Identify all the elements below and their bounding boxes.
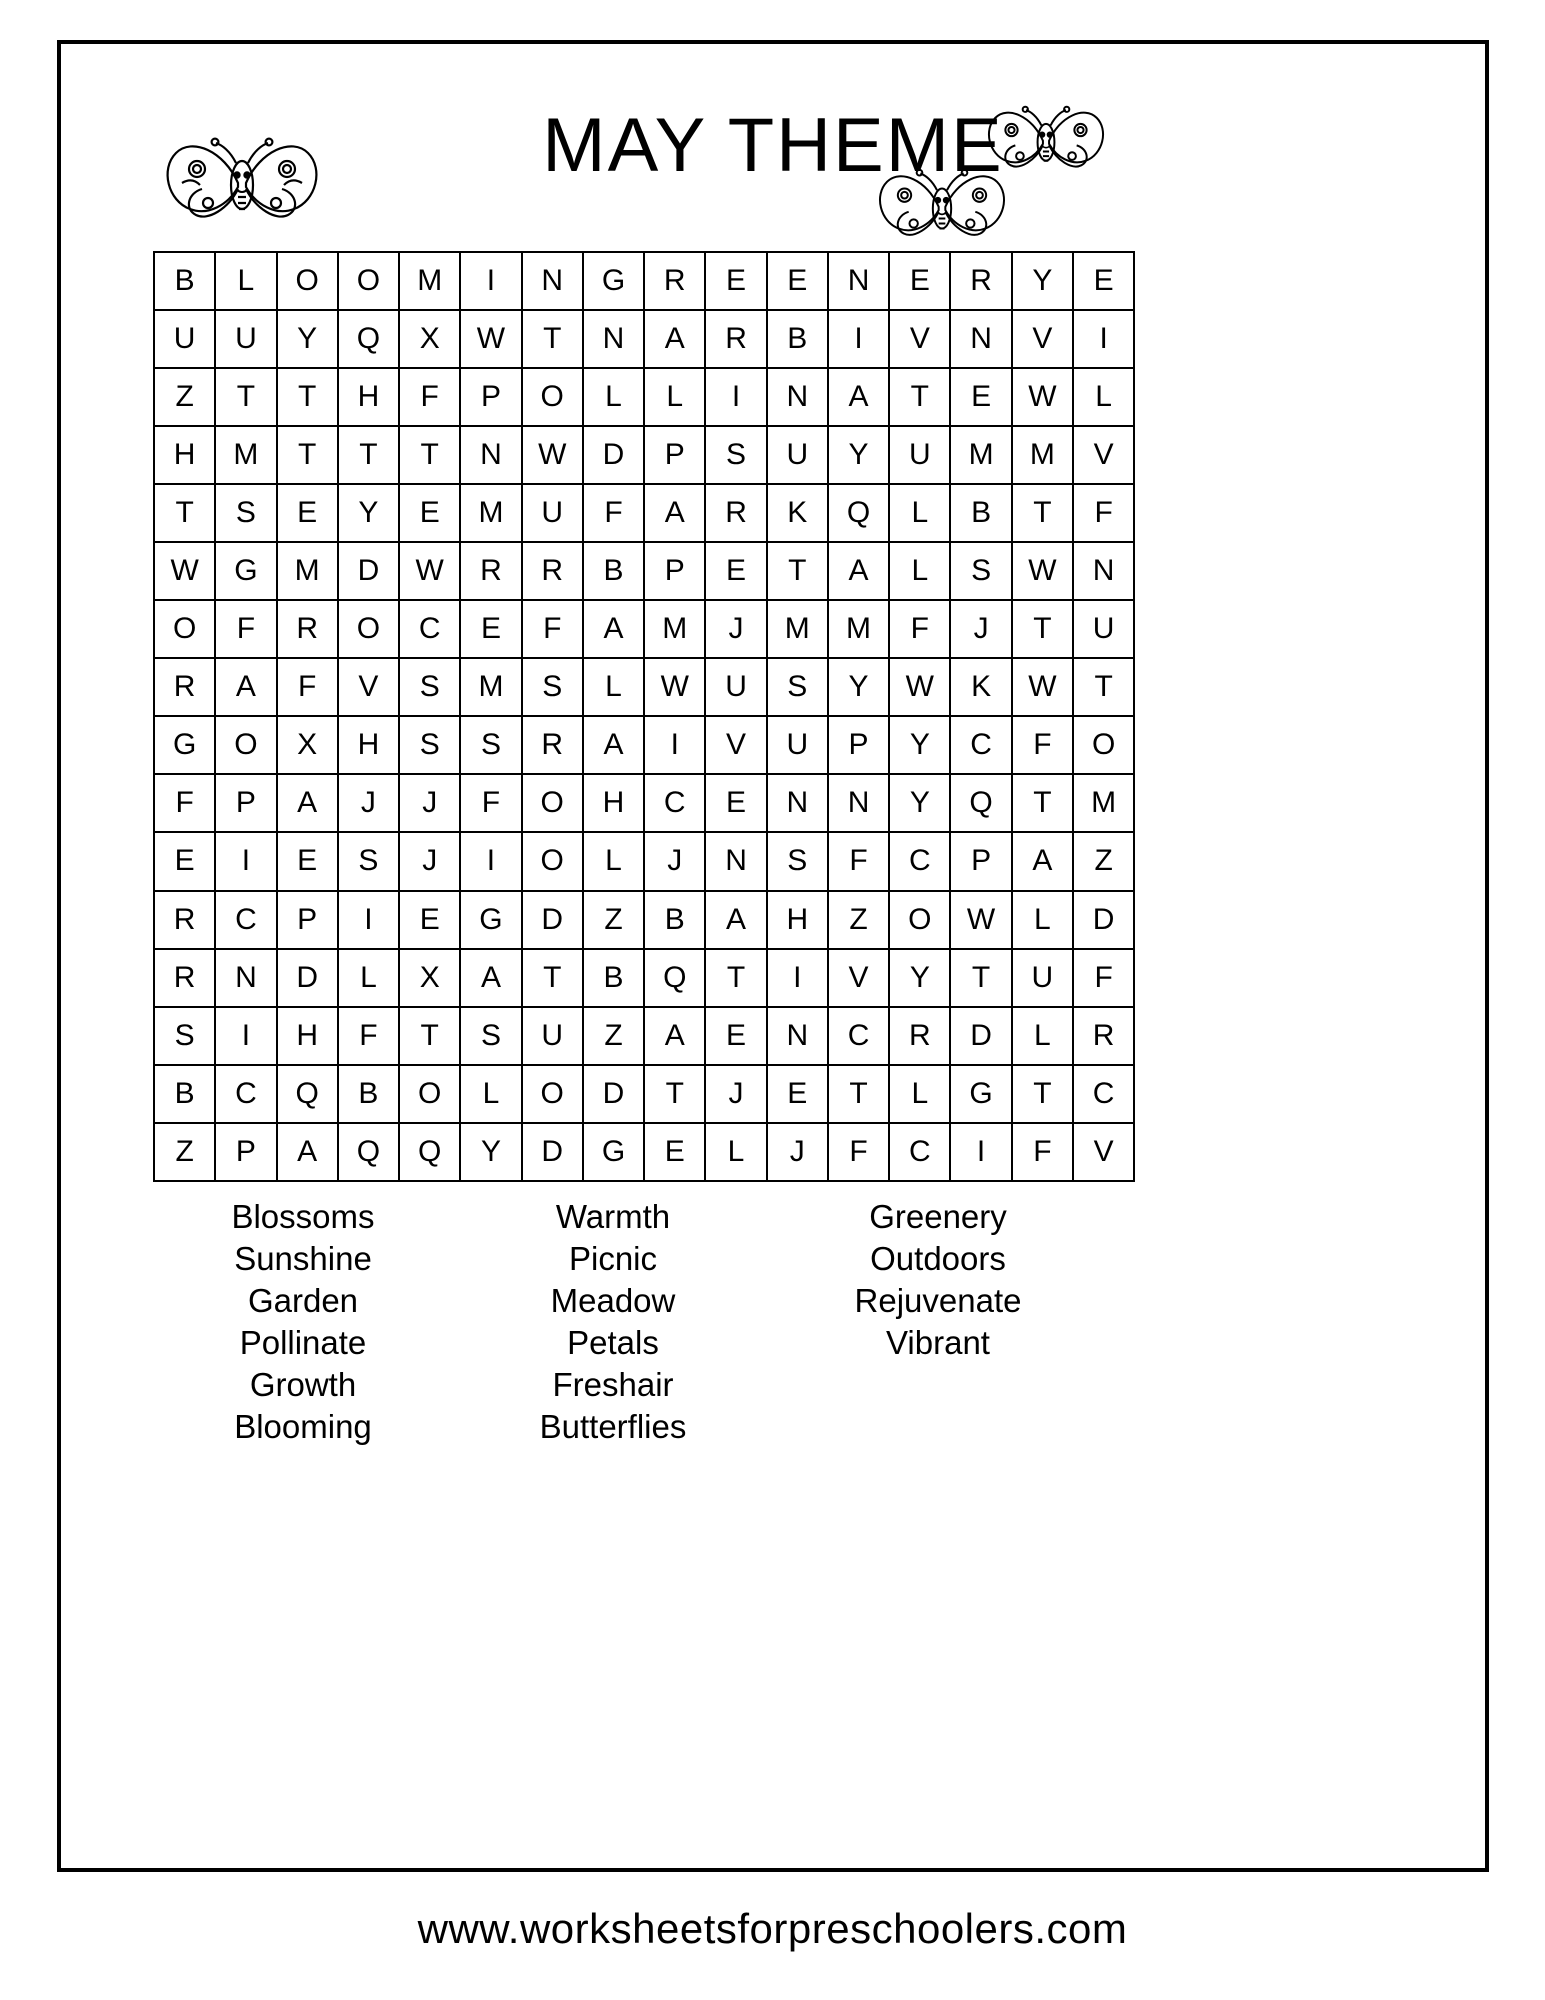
grid-cell[interactable]: V [338, 658, 399, 716]
grid-cell[interactable]: A [644, 310, 705, 368]
grid-cell[interactable]: B [154, 1065, 215, 1123]
grid-cell[interactable]: L [705, 1123, 766, 1181]
grid-cell[interactable]: G [154, 716, 215, 774]
grid-cell[interactable]: T [154, 484, 215, 542]
grid-cell[interactable]: C [950, 716, 1011, 774]
grid-cell[interactable]: U [705, 658, 766, 716]
grid-cell[interactable]: S [215, 484, 276, 542]
grid-cell[interactable]: S [460, 716, 521, 774]
grid-cell[interactable]: T [277, 368, 338, 426]
grid-cell[interactable]: C [215, 891, 276, 949]
grid-cell[interactable]: R [644, 252, 705, 310]
grid-cell[interactable]: P [460, 368, 521, 426]
word-list-item: Blossoms [231, 1198, 375, 1235]
grid-cell[interactable]: T [644, 1065, 705, 1123]
grid-cell[interactable]: R [1073, 1007, 1134, 1065]
grid-cell[interactable]: U [889, 426, 950, 484]
grid-cell[interactable]: I [644, 716, 705, 774]
grid-cell[interactable]: G [950, 1065, 1011, 1123]
grid-cell[interactable]: H [583, 774, 644, 832]
grid-cell[interactable]: Q [950, 774, 1011, 832]
grid-cell[interactable]: F [522, 600, 583, 658]
grid-cell[interactable]: F [338, 1007, 399, 1065]
word-list-item: Rejuvenate [854, 1282, 1022, 1319]
grid-cell[interactable]: L [338, 949, 399, 1007]
grid-cell[interactable]: N [705, 832, 766, 890]
grid-cell[interactable]: L [1073, 368, 1134, 426]
grid-cell[interactable]: N [950, 310, 1011, 368]
grid-cell[interactable]: I [705, 368, 766, 426]
grid-cell[interactable]: H [338, 716, 399, 774]
page-title: MAY THEME [542, 103, 1004, 188]
grid-cell[interactable]: H [767, 891, 828, 949]
grid-cell[interactable]: U [522, 1007, 583, 1065]
grid-cell[interactable]: Z [828, 891, 889, 949]
grid-cell[interactable]: A [644, 484, 705, 542]
grid-cell[interactable]: T [522, 949, 583, 1007]
grid-cell[interactable]: E [705, 542, 766, 600]
grid-cell[interactable]: I [215, 832, 276, 890]
grid-cell[interactable]: J [705, 600, 766, 658]
grid-cell[interactable]: O [338, 252, 399, 310]
grid-cell[interactable]: L [889, 542, 950, 600]
grid-cell[interactable]: N [583, 310, 644, 368]
grid-cell[interactable]: V [828, 949, 889, 1007]
word-list [153, 1196, 1203, 1448]
grid-cell[interactable]: L [644, 368, 705, 426]
grid-cell[interactable]: N [767, 1007, 828, 1065]
grid-row [154, 252, 1134, 310]
grid-cell[interactable]: P [950, 832, 1011, 890]
grid-cell[interactable]: F [1073, 484, 1134, 542]
grid-cell[interactable]: S [767, 832, 828, 890]
grid-cell[interactable]: S [399, 658, 460, 716]
word-list-item: Picnic [568, 1240, 658, 1277]
grid-cell[interactable]: U [767, 716, 828, 774]
grid-cell[interactable]: N [522, 252, 583, 310]
grid-cell[interactable]: L [889, 484, 950, 542]
grid-cell[interactable]: U [154, 310, 215, 368]
grid-cell[interactable]: T [1012, 600, 1073, 658]
grid-cell[interactable]: I [460, 252, 521, 310]
grid-row [154, 774, 1134, 832]
grid-cell[interactable]: E [767, 252, 828, 310]
grid-cell[interactable]: N [828, 774, 889, 832]
grid-cell[interactable]: W [950, 891, 1011, 949]
grid-cell[interactable]: O [522, 832, 583, 890]
grid-cell[interactable]: Y [1012, 252, 1073, 310]
grid-cell[interactable]: O [522, 774, 583, 832]
grid-cell[interactable]: R [950, 252, 1011, 310]
grid-cell[interactable]: A [705, 891, 766, 949]
grid-cell[interactable]: I [828, 310, 889, 368]
grid-cell[interactable]: B [644, 891, 705, 949]
grid-cell[interactable]: A [583, 716, 644, 774]
grid-cell[interactable]: F [889, 600, 950, 658]
word-list-column [773, 1196, 1103, 1448]
grid-cell[interactable]: C [215, 1065, 276, 1123]
grid-cell[interactable]: Q [277, 1065, 338, 1123]
grid-cell[interactable]: S [399, 716, 460, 774]
grid-cell[interactable]: M [644, 600, 705, 658]
word-list-item: Warmth [555, 1198, 671, 1235]
grid-cell[interactable]: B [338, 1065, 399, 1123]
grid-cell[interactable]: U [767, 426, 828, 484]
grid-cell[interactable]: Q [338, 310, 399, 368]
grid-row [154, 1065, 1134, 1123]
grid-cell[interactable]: N [767, 368, 828, 426]
grid-cell[interactable]: M [399, 252, 460, 310]
grid-cell[interactable]: A [277, 774, 338, 832]
grid-cell[interactable]: A [644, 1007, 705, 1065]
grid-cell[interactable]: Y [338, 484, 399, 542]
grid-cell[interactable]: B [767, 310, 828, 368]
grid-cell[interactable]: T [338, 426, 399, 484]
grid-cell[interactable]: G [460, 891, 521, 949]
grid-cell[interactable]: E [399, 891, 460, 949]
grid-cell[interactable]: D [583, 426, 644, 484]
grid-cell[interactable]: Y [828, 426, 889, 484]
grid-cell[interactable]: A [583, 600, 644, 658]
grid-cell[interactable]: C [1073, 1065, 1134, 1123]
word-list-item: Butterflies [539, 1408, 687, 1445]
grid-cell[interactable]: G [583, 1123, 644, 1181]
grid-cell[interactable]: A [460, 949, 521, 1007]
grid-cell[interactable]: L [889, 1065, 950, 1123]
grid-cell[interactable]: R [522, 716, 583, 774]
grid-cell[interactable]: E [889, 252, 950, 310]
grid-cell[interactable]: M [460, 658, 521, 716]
grid-cell[interactable]: T [399, 1007, 460, 1065]
grid-cell[interactable]: F [154, 774, 215, 832]
grid-cell[interactable]: R [705, 484, 766, 542]
word-list-column [153, 1196, 453, 1448]
grid-cell[interactable]: Y [828, 658, 889, 716]
grid-row [154, 832, 1134, 890]
grid-cell[interactable]: O [154, 600, 215, 658]
letter-grid-table[interactable] [153, 251, 1135, 1182]
grid-cell[interactable]: D [950, 1007, 1011, 1065]
grid-row [154, 426, 1134, 484]
grid-cell[interactable]: V [889, 310, 950, 368]
grid-cell[interactable]: S [705, 426, 766, 484]
grid-cell[interactable]: A [277, 1123, 338, 1181]
grid-cell[interactable]: D [1073, 891, 1134, 949]
grid-cell[interactable]: I [1073, 310, 1134, 368]
grid-cell[interactable]: F [828, 832, 889, 890]
grid-cell[interactable]: W [399, 542, 460, 600]
grid-cell[interactable]: W [1012, 368, 1073, 426]
grid-cell[interactable]: W [522, 426, 583, 484]
grid-cell[interactable]: K [950, 658, 1011, 716]
grid-cell[interactable]: T [399, 426, 460, 484]
grid-cell[interactable]: E [460, 600, 521, 658]
grid-cell[interactable]: W [644, 658, 705, 716]
grid-cell[interactable]: E [1073, 252, 1134, 310]
grid-cell[interactable]: M [1073, 774, 1134, 832]
grid-cell[interactable]: T [277, 426, 338, 484]
grid-cell[interactable]: P [828, 716, 889, 774]
grid-cell[interactable]: T [767, 542, 828, 600]
grid-cell[interactable]: H [277, 1007, 338, 1065]
grid-cell[interactable]: J [399, 832, 460, 890]
grid-cell[interactable]: R [277, 600, 338, 658]
grid-row [154, 891, 1134, 949]
grid-cell[interactable]: V [705, 716, 766, 774]
grid-cell[interactable]: D [522, 1123, 583, 1181]
grid-cell[interactable]: Z [154, 368, 215, 426]
grid-cell[interactable]: N [460, 426, 521, 484]
grid-cell[interactable]: P [215, 774, 276, 832]
grid-cell[interactable]: S [950, 542, 1011, 600]
word-list-item: Meadow [550, 1282, 676, 1319]
grid-cell[interactable]: C [889, 832, 950, 890]
grid-cell[interactable]: W [1012, 658, 1073, 716]
grid-cell[interactable]: O [522, 1065, 583, 1123]
word-list-item: Garden [247, 1282, 359, 1319]
grid-cell[interactable]: R [705, 310, 766, 368]
grid-cell[interactable]: M [767, 600, 828, 658]
grid-cell[interactable]: G [215, 542, 276, 600]
grid-cell[interactable]: Q [399, 1123, 460, 1181]
grid-row [154, 310, 1134, 368]
grid-cell[interactable]: M [215, 426, 276, 484]
grid-cell[interactable]: T [1073, 658, 1134, 716]
grid-cell[interactable]: T [828, 1065, 889, 1123]
grid-cell[interactable]: F [1073, 949, 1134, 1007]
grid-cell[interactable]: T [1012, 1065, 1073, 1123]
grid-row [154, 484, 1134, 542]
grid-cell[interactable]: N [828, 252, 889, 310]
word-list-item: Sunshine [234, 1240, 372, 1277]
grid-row [154, 542, 1134, 600]
grid-cell[interactable]: J [767, 1123, 828, 1181]
grid-cell[interactable]: E [277, 832, 338, 890]
grid-cell[interactable]: E [399, 484, 460, 542]
grid-cell[interactable]: R [522, 542, 583, 600]
word-list-column [453, 1196, 773, 1448]
grid-cell[interactable]: L [1012, 1007, 1073, 1065]
grid-cell[interactable]: E [644, 1123, 705, 1181]
grid-cell[interactable]: B [154, 252, 215, 310]
grid-cell[interactable]: S [522, 658, 583, 716]
grid-cell[interactable]: N [767, 774, 828, 832]
grid-cell[interactable]: R [889, 1007, 950, 1065]
grid-cell[interactable]: S [338, 832, 399, 890]
grid-cell[interactable]: U [1012, 949, 1073, 1007]
grid-cell[interactable]: V [1073, 1123, 1134, 1181]
grid-cell[interactable]: Z [154, 1123, 215, 1181]
grid-cell[interactable]: F [277, 658, 338, 716]
grid-cell[interactable]: I [215, 1007, 276, 1065]
grid-cell[interactable]: L [460, 1065, 521, 1123]
word-list-item: Pollinate [239, 1324, 367, 1361]
grid-cell[interactable]: F [1012, 716, 1073, 774]
grid-cell[interactable]: L [583, 832, 644, 890]
grid-cell[interactable]: I [950, 1123, 1011, 1181]
grid-cell[interactable]: S [767, 658, 828, 716]
grid-cell[interactable]: M [950, 426, 1011, 484]
word-list-item: Vibrant [886, 1324, 990, 1361]
grid-cell[interactable]: R [154, 891, 215, 949]
grid-cell[interactable]: D [583, 1065, 644, 1123]
grid-cell[interactable]: M [460, 484, 521, 542]
grid-cell[interactable]: N [215, 949, 276, 1007]
grid-cell[interactable]: A [828, 368, 889, 426]
grid-cell[interactable]: E [277, 484, 338, 542]
grid-cell[interactable]: V [1012, 310, 1073, 368]
header [57, 72, 1489, 237]
grid-cell[interactable]: O [277, 252, 338, 310]
grid-cell[interactable]: M [828, 600, 889, 658]
grid-row [154, 716, 1134, 774]
grid-row [154, 368, 1134, 426]
grid-cell[interactable]: L [583, 368, 644, 426]
grid-cell[interactable]: W [1012, 542, 1073, 600]
grid-cell[interactable]: V [1073, 426, 1134, 484]
grid-cell[interactable]: R [154, 658, 215, 716]
grid-cell[interactable]: X [399, 949, 460, 1007]
grid-cell[interactable]: S [154, 1007, 215, 1065]
grid-cell[interactable]: D [277, 949, 338, 1007]
grid-cell[interactable]: A [215, 658, 276, 716]
grid-row [154, 949, 1134, 1007]
word-list-item: Petals [567, 1324, 659, 1361]
footer-website-url: www.worksheetsforpreschoolers.com [417, 1905, 1128, 1952]
grid-cell[interactable]: J [950, 600, 1011, 658]
grid-cell[interactable]: S [460, 1007, 521, 1065]
grid-cell[interactable]: A [1012, 832, 1073, 890]
grid-cell[interactable]: F [460, 774, 521, 832]
grid-cell[interactable]: Y [889, 949, 950, 1007]
grid-row [154, 658, 1134, 716]
grid-cell[interactable]: Z [583, 1007, 644, 1065]
grid-cell[interactable]: O [215, 716, 276, 774]
word-list-item: Greenery [869, 1198, 1007, 1235]
grid-cell[interactable]: D [522, 891, 583, 949]
grid-cell[interactable]: R [154, 949, 215, 1007]
grid-cell[interactable]: F [583, 484, 644, 542]
grid-cell[interactable]: K [767, 484, 828, 542]
grid-cell[interactable]: N [1073, 542, 1134, 600]
grid-cell[interactable]: P [644, 426, 705, 484]
grid-cell[interactable]: D [338, 542, 399, 600]
grid-cell[interactable]: P [215, 1123, 276, 1181]
grid-cell[interactable]: Y [889, 716, 950, 774]
grid-cell[interactable]: H [338, 368, 399, 426]
grid-cell[interactable]: E [154, 832, 215, 890]
grid-cell[interactable]: F [1012, 1123, 1073, 1181]
grid-cell[interactable]: W [460, 310, 521, 368]
grid-cell[interactable]: G [583, 252, 644, 310]
word-list-item: Blooming [234, 1408, 372, 1445]
grid-cell[interactable]: I [338, 891, 399, 949]
grid-cell[interactable]: L [583, 658, 644, 716]
grid-cell[interactable]: X [277, 716, 338, 774]
grid-cell[interactable]: T [215, 368, 276, 426]
grid-row [154, 600, 1134, 658]
grid-cell[interactable]: O [338, 600, 399, 658]
grid-cell[interactable]: E [950, 368, 1011, 426]
grid-cell[interactable]: W [154, 542, 215, 600]
grid-cell[interactable]: J [644, 832, 705, 890]
grid-cell[interactable]: J [705, 1065, 766, 1123]
grid-cell[interactable]: L [1012, 891, 1073, 949]
grid-cell[interactable]: Z [583, 891, 644, 949]
grid-cell[interactable]: Q [644, 949, 705, 1007]
grid-cell[interactable]: U [215, 310, 276, 368]
grid-cell[interactable]: E [705, 774, 766, 832]
grid-cell[interactable]: C [644, 774, 705, 832]
word-list-item: Outdoors [870, 1240, 1006, 1277]
grid-cell[interactable]: I [767, 949, 828, 1007]
grid-cell[interactable]: Q [338, 1123, 399, 1181]
grid-cell[interactable]: C [889, 1123, 950, 1181]
grid-cell[interactable]: M [277, 542, 338, 600]
grid-cell[interactable]: O [889, 891, 950, 949]
grid-cell[interactable]: Y [460, 1123, 521, 1181]
grid-cell[interactable]: W [889, 658, 950, 716]
grid-cell[interactable]: E [705, 1007, 766, 1065]
word-list-item: Growth [249, 1366, 357, 1403]
grid-cell[interactable]: T [705, 949, 766, 1007]
grid-cell[interactable]: C [399, 600, 460, 658]
grid-cell[interactable]: H [154, 426, 215, 484]
grid-cell[interactable]: Z [1073, 832, 1134, 890]
grid-cell[interactable]: I [460, 832, 521, 890]
grid-cell[interactable]: A [828, 542, 889, 600]
grid-cell[interactable]: F [828, 1123, 889, 1181]
grid-cell[interactable]: Y [277, 310, 338, 368]
word-search-grid[interactable] [153, 251, 1117, 1180]
grid-cell[interactable]: F [399, 368, 460, 426]
grid-cell[interactable]: M [1012, 426, 1073, 484]
grid-cell[interactable]: B [583, 542, 644, 600]
grid-cell[interactable]: Y [889, 774, 950, 832]
grid-cell[interactable]: O [1073, 716, 1134, 774]
grid-cell[interactable]: L [215, 252, 276, 310]
grid-cell[interactable]: Q [828, 484, 889, 542]
grid-cell[interactable]: J [338, 774, 399, 832]
grid-cell[interactable]: R [460, 542, 521, 600]
grid-row [154, 1123, 1134, 1181]
grid-row [154, 1007, 1134, 1065]
grid-cell[interactable]: E [705, 252, 766, 310]
word-list-item: Freshair [552, 1366, 674, 1403]
grid-cell[interactable]: X [399, 310, 460, 368]
grid-cell[interactable]: J [399, 774, 460, 832]
grid-cell[interactable]: E [767, 1065, 828, 1123]
grid-cell[interactable]: F [215, 600, 276, 658]
grid-cell[interactable]: T [522, 310, 583, 368]
grid-cell[interactable]: T [889, 368, 950, 426]
grid-cell[interactable]: B [583, 949, 644, 1007]
grid-cell[interactable]: P [277, 891, 338, 949]
grid-cell[interactable]: B [950, 484, 1011, 542]
grid-cell[interactable]: P [644, 542, 705, 600]
grid-cell[interactable]: U [522, 484, 583, 542]
grid-cell[interactable]: C [828, 1007, 889, 1065]
grid-cell[interactable]: U [1073, 600, 1134, 658]
grid-cell[interactable]: O [522, 368, 583, 426]
grid-cell[interactable]: T [950, 949, 1011, 1007]
grid-cell[interactable]: T [1012, 774, 1073, 832]
grid-cell[interactable]: T [1012, 484, 1073, 542]
grid-cell[interactable]: O [399, 1065, 460, 1123]
